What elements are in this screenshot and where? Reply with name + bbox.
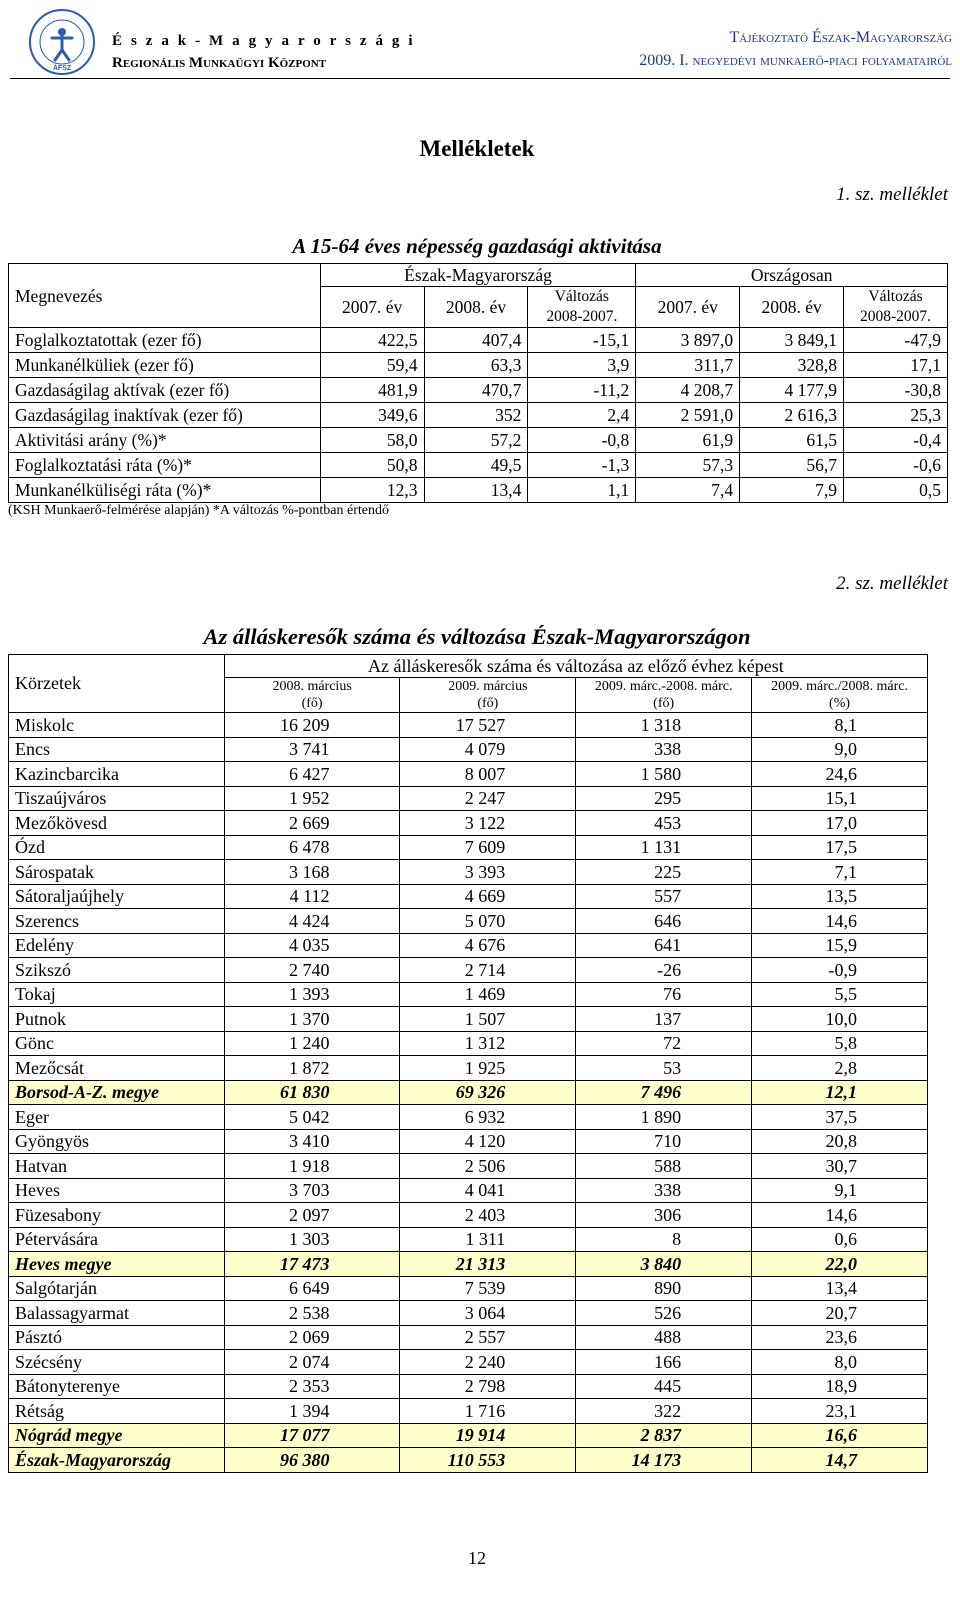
header-unit: (fő)	[477, 696, 499, 711]
table-cell: 557	[576, 884, 752, 909]
table-row	[9, 1105, 928, 1130]
table-cell: 61,5	[740, 428, 844, 453]
table-cell: -15,1	[528, 328, 636, 353]
table-cell: 453	[576, 811, 752, 836]
table-row	[9, 1301, 928, 1326]
table-cell: 4 676	[400, 933, 576, 958]
header-unit: (%)	[829, 696, 851, 711]
table-cell: 61,9	[636, 428, 740, 453]
area-name: Edelény	[9, 933, 225, 958]
table-cell: 23,6	[752, 1325, 928, 1350]
table-cell: 56,7	[740, 453, 844, 478]
table-cell: 61 830	[224, 1080, 400, 1105]
annex-1-label: 1. sz. melléklet	[836, 184, 948, 205]
row-label: Gazdaságilag aktívak (ezer fő)	[9, 378, 321, 403]
table-row	[9, 933, 928, 958]
table-cell: 59,4	[320, 353, 424, 378]
table-row	[9, 403, 948, 428]
table-cell: 2 240	[400, 1350, 576, 1375]
table-cell: 6 932	[400, 1105, 576, 1130]
table-cell: 588	[576, 1154, 752, 1179]
total-row	[9, 1252, 928, 1277]
table-cell: -0,4	[844, 428, 948, 453]
header-region-2007: 2007. év	[320, 287, 424, 328]
table-cell: 6 478	[224, 835, 400, 860]
table-cell: -26	[576, 958, 752, 983]
page-number: 12	[468, 1548, 486, 1568]
table-cell: 4 424	[224, 909, 400, 934]
row-label: Foglalkoztatottak (ezer fő)	[9, 328, 321, 353]
table-cell: 2 740	[224, 958, 400, 983]
table-cell: 37,5	[752, 1105, 928, 1130]
total-row	[9, 1080, 928, 1105]
table-cell: 3 393	[400, 860, 576, 885]
table-row	[9, 1031, 928, 1056]
header-megnevezes: Megnevezés	[9, 264, 321, 328]
table-cell: 2 506	[400, 1154, 576, 1179]
table-row	[9, 1350, 928, 1375]
table-cell: 1 890	[576, 1105, 752, 1130]
table-cell: 21 313	[400, 1252, 576, 1277]
header-divider	[10, 78, 950, 79]
header-unit: (fő)	[653, 696, 675, 711]
table-cell: 1 370	[224, 1007, 400, 1032]
table-row	[9, 1374, 928, 1399]
publication-title	[639, 26, 952, 72]
table-cell: 1 393	[224, 982, 400, 1007]
table-cell: 3 410	[224, 1129, 400, 1154]
table-cell: -1,3	[528, 453, 636, 478]
table-cell: 30,7	[752, 1154, 928, 1179]
table-cell: 14 173	[576, 1448, 752, 1473]
table-cell: 96 380	[224, 1448, 400, 1473]
table-row	[9, 353, 948, 378]
table-cell: 17 077	[224, 1423, 400, 1448]
annex-2-label: 2. sz. melléklet	[836, 573, 948, 594]
table-row	[9, 1178, 928, 1203]
table-row	[9, 1276, 928, 1301]
jobseekers-table-body	[9, 713, 928, 1473]
table-cell: 4 079	[400, 737, 576, 762]
table-cell: 15,9	[752, 933, 928, 958]
table-cell: 12,1	[752, 1080, 928, 1105]
table-cell: 710	[576, 1129, 752, 1154]
area-name: Heves	[9, 1178, 225, 1203]
table-cell: 4 112	[224, 884, 400, 909]
table-cell: 14,6	[752, 909, 928, 934]
change-period: 2008-2007.	[546, 308, 618, 325]
area-name: Eger	[9, 1105, 225, 1130]
area-name: Bátonyterenye	[9, 1374, 225, 1399]
table-row	[9, 1203, 928, 1228]
table-row	[9, 982, 928, 1007]
table-cell: 1 394	[224, 1399, 400, 1424]
table-row	[9, 453, 948, 478]
table-cell: 2 538	[224, 1301, 400, 1326]
table-cell: 24,6	[752, 762, 928, 787]
table-row	[9, 1129, 928, 1154]
table-cell: 5,8	[752, 1031, 928, 1056]
table-row	[9, 1056, 928, 1081]
table-cell: 481,9	[320, 378, 424, 403]
table-cell: 22,0	[752, 1252, 928, 1277]
header-unit: (fő)	[301, 696, 323, 711]
table-row	[9, 478, 948, 503]
row-label: Gazdaságilag inaktívak (ezer fő)	[9, 403, 321, 428]
table-row	[9, 1007, 928, 1032]
table-cell: 2 247	[400, 786, 576, 811]
table-cell: 0,6	[752, 1227, 928, 1252]
table-cell: 6 427	[224, 762, 400, 787]
table-cell: 63,3	[424, 353, 528, 378]
area-name: Hatvan	[9, 1154, 225, 1179]
table-cell: 18,9	[752, 1374, 928, 1399]
table-cell: 3 840	[576, 1252, 752, 1277]
table-cell: -30,8	[844, 378, 948, 403]
header-text: 2008. március	[272, 679, 352, 694]
table-row	[9, 811, 928, 836]
table-cell: 295	[576, 786, 752, 811]
table-cell: 3 703	[224, 1178, 400, 1203]
change-period: 2008-2007.	[859, 308, 932, 325]
area-name: Encs	[9, 737, 225, 762]
table-cell: 1 131	[576, 835, 752, 860]
total-row	[9, 1423, 928, 1448]
table-cell: 1 318	[576, 713, 752, 738]
header-region: Észak-Magyarország	[320, 264, 636, 287]
table-cell: 4 035	[224, 933, 400, 958]
area-name: Tiszaújváros	[9, 786, 225, 811]
table-cell: 1 507	[400, 1007, 576, 1032]
row-label: Munkanélküliek (ezer fő)	[9, 353, 321, 378]
table-cell: 25,3	[844, 403, 948, 428]
table-cell: 2 074	[224, 1350, 400, 1375]
table-cell: 4 120	[400, 1129, 576, 1154]
table-cell: 1 918	[224, 1154, 400, 1179]
table-row	[9, 786, 928, 811]
table-cell: -0,9	[752, 958, 928, 983]
table-cell: 349,6	[320, 403, 424, 428]
area-name: Pétervására	[9, 1227, 225, 1252]
header-text: 2009. március	[448, 679, 528, 694]
table-cell: 16 209	[224, 713, 400, 738]
header-country-2008: 2008. év	[740, 287, 844, 328]
annex-2-title: Az álláskeresők száma és változása Észak-Magyarországon	[203, 624, 751, 649]
area-name: Szécsény	[9, 1350, 225, 1375]
table-cell: 311,7	[636, 353, 740, 378]
table-cell: 422,5	[320, 328, 424, 353]
table-cell: 50,8	[320, 453, 424, 478]
header-2009-march	[400, 678, 576, 713]
table-cell: 8,1	[752, 713, 928, 738]
annex-1-title: A 15-64 éves népesség gazdasági aktivitása	[292, 234, 662, 258]
table-cell: -11,2	[528, 378, 636, 403]
table-cell: 2 837	[576, 1423, 752, 1448]
area-name: Heves megye	[9, 1252, 225, 1277]
area-name: Ózd	[9, 835, 225, 860]
table-cell: 3 064	[400, 1301, 576, 1326]
table-cell: 1 925	[400, 1056, 576, 1081]
table-cell: 225	[576, 860, 752, 885]
organization-name	[112, 30, 415, 74]
table-cell: 5 070	[400, 909, 576, 934]
table-cell: 57,2	[424, 428, 528, 453]
table-cell: 7 539	[400, 1276, 576, 1301]
publication-line-1: Tájékoztató Észak-Magyarország	[729, 29, 952, 46]
table-cell: 9,1	[752, 1178, 928, 1203]
table-cell: 3 122	[400, 811, 576, 836]
table-cell: 58,0	[320, 428, 424, 453]
table-cell: 23,1	[752, 1399, 928, 1424]
table-cell: 488	[576, 1325, 752, 1350]
table-cell: 5 042	[224, 1105, 400, 1130]
table-row	[9, 835, 928, 860]
area-name: Gyöngyös	[9, 1129, 225, 1154]
area-name: Szikszó	[9, 958, 225, 983]
table-cell: 10,0	[752, 1007, 928, 1032]
area-name: Salgótarján	[9, 1276, 225, 1301]
afsz-logo-icon	[28, 8, 96, 76]
table-cell: 0,5	[844, 478, 948, 503]
table-row	[9, 1399, 928, 1424]
table-cell: 14,6	[752, 1203, 928, 1228]
table-cell: 7,4	[636, 478, 740, 503]
table-cell: 7,9	[740, 478, 844, 503]
table-cell: 16,6	[752, 1423, 928, 1448]
table-row	[9, 909, 928, 934]
header-country-change	[844, 287, 948, 328]
table-cell: 1 240	[224, 1031, 400, 1056]
table-cell: 4 669	[400, 884, 576, 909]
table-cell: 49,5	[424, 453, 528, 478]
table-cell: 137	[576, 1007, 752, 1032]
table-cell: 1 716	[400, 1399, 576, 1424]
table-cell: 445	[576, 1374, 752, 1399]
table-cell: 5,5	[752, 982, 928, 1007]
publication-line-2: 2009. I. negyedévi munkaerő-piaci folyamatairól	[639, 52, 952, 69]
area-name: Sátoraljaújhely	[9, 884, 225, 909]
table-cell: 407,4	[424, 328, 528, 353]
table-cell: 9,0	[752, 737, 928, 762]
header-text: 2009. márc.-2008. márc.	[594, 679, 733, 694]
change-label: Változás	[554, 288, 609, 305]
table-cell: 20,8	[752, 1129, 928, 1154]
svg-text:ÁFSZ: ÁFSZ	[52, 65, 72, 72]
table-cell: 6 649	[224, 1276, 400, 1301]
table-cell: 1 872	[224, 1056, 400, 1081]
table-cell: 7 609	[400, 835, 576, 860]
table-cell: 3,9	[528, 353, 636, 378]
change-label: Változás	[868, 288, 923, 305]
header-region-change	[528, 287, 636, 328]
table-cell: 338	[576, 737, 752, 762]
table-cell: 322	[576, 1399, 752, 1424]
table-cell: 1 303	[224, 1227, 400, 1252]
table-cell: 15,1	[752, 786, 928, 811]
table-row	[9, 884, 928, 909]
header-ratio	[752, 678, 928, 713]
area-name: Gönc	[9, 1031, 225, 1056]
table-cell: 470,7	[424, 378, 528, 403]
row-label: Foglalkoztatási ráta (%)*	[9, 453, 321, 478]
table-cell: 3 849,1	[740, 328, 844, 353]
area-name: Kazincbarcika	[9, 762, 225, 787]
table-cell: 1 469	[400, 982, 576, 1007]
table-cell: 7,1	[752, 860, 928, 885]
table-cell: 17,0	[752, 811, 928, 836]
area-name: Észak-Magyarország	[9, 1448, 225, 1473]
table-cell: 13,4	[752, 1276, 928, 1301]
table-cell: 526	[576, 1301, 752, 1326]
table-cell: 14,7	[752, 1448, 928, 1473]
main-title: Mellékletek	[419, 136, 535, 161]
table-cell: 17,5	[752, 835, 928, 860]
area-name: Pásztó	[9, 1325, 225, 1350]
table-cell: 4 208,7	[636, 378, 740, 403]
table-row	[9, 713, 928, 738]
table-cell: 2 669	[224, 811, 400, 836]
jobseekers-table	[8, 654, 928, 1473]
header-text: 2009. márc./2008. márc.	[771, 679, 908, 694]
area-name: Miskolc	[9, 713, 225, 738]
table-cell: 2 097	[224, 1203, 400, 1228]
table-cell: 4 041	[400, 1178, 576, 1203]
row-label: Munkanélküliségi ráta (%)*	[9, 478, 321, 503]
table-cell: 2 069	[224, 1325, 400, 1350]
area-name: Mezőcsát	[9, 1056, 225, 1081]
table-cell: 166	[576, 1350, 752, 1375]
table-cell: 1 312	[400, 1031, 576, 1056]
table-cell: 890	[576, 1276, 752, 1301]
table-cell: 1 311	[400, 1227, 576, 1252]
header-difference	[576, 678, 752, 713]
area-name: Tokaj	[9, 982, 225, 1007]
table-cell: 2,4	[528, 403, 636, 428]
header-group: Az álláskeresők száma és változása az előző évhez képest	[224, 655, 927, 678]
area-name: Putnok	[9, 1007, 225, 1032]
table-cell: 3 897,0	[636, 328, 740, 353]
table-cell: 19 914	[400, 1423, 576, 1448]
table-cell: 1,1	[528, 478, 636, 503]
source-note: (KSH Munkaerő-felmérése alapján) *A változás %-pontban értendő	[8, 503, 389, 518]
area-name: Mezőkövesd	[9, 811, 225, 836]
table-cell: 641	[576, 933, 752, 958]
header-region-2008: 2008. év	[424, 287, 528, 328]
table-cell: 20,7	[752, 1301, 928, 1326]
table-cell: 17 527	[400, 713, 576, 738]
table-cell: 110 553	[400, 1448, 576, 1473]
table-row	[9, 1227, 928, 1252]
header-country-2007: 2007. év	[636, 287, 740, 328]
table-row	[9, 428, 948, 453]
table-cell: 57,3	[636, 453, 740, 478]
table-row	[9, 1154, 928, 1179]
table-cell: -0,6	[844, 453, 948, 478]
org-line-1: É s z a k - M a g y a r o r s z á g i	[112, 33, 416, 49]
table-cell: 8 007	[400, 762, 576, 787]
row-label: Aktivitási arány (%)*	[9, 428, 321, 453]
area-name: Borsod-A-Z. megye	[9, 1080, 225, 1105]
table-cell: 12,3	[320, 478, 424, 503]
table-cell: 69 326	[400, 1080, 576, 1105]
table-cell: 4 177,9	[740, 378, 844, 403]
total-row	[9, 1448, 928, 1473]
table-row	[9, 378, 948, 403]
table-row	[9, 737, 928, 762]
table-cell: 8,0	[752, 1350, 928, 1375]
area-name: Rétság	[9, 1399, 225, 1424]
header-2008-march	[224, 678, 400, 713]
header-korzetek: Körzetek	[9, 655, 225, 713]
table-cell: -47,9	[844, 328, 948, 353]
table-cell: 17 473	[224, 1252, 400, 1277]
table-cell: 7 496	[576, 1080, 752, 1105]
table-cell: 17,1	[844, 353, 948, 378]
table-cell: 2,8	[752, 1056, 928, 1081]
table-cell: 2 714	[400, 958, 576, 983]
table-cell: 646	[576, 909, 752, 934]
area-name: Szerencs	[9, 909, 225, 934]
table-cell: 328,8	[740, 353, 844, 378]
table-cell: 3 741	[224, 737, 400, 762]
table-cell: 2 353	[224, 1374, 400, 1399]
activity-table	[8, 263, 948, 503]
area-name: Nógrád megye	[9, 1423, 225, 1448]
table-cell: 2 591,0	[636, 403, 740, 428]
table-row	[9, 958, 928, 983]
page-header	[0, 0, 960, 78]
table-row	[9, 860, 928, 885]
area-name: Füzesabony	[9, 1203, 225, 1228]
activity-table-body	[9, 328, 948, 503]
table-cell: 72	[576, 1031, 752, 1056]
org-line-2: Regionális Munkaügyi Központ	[112, 55, 327, 71]
table-cell: 3 168	[224, 860, 400, 885]
table-cell: 76	[576, 982, 752, 1007]
table-cell: 8	[576, 1227, 752, 1252]
area-name: Sárospatak	[9, 860, 225, 885]
table-cell: -0,8	[528, 428, 636, 453]
table-cell: 13,4	[424, 478, 528, 503]
area-name: Balassagyarmat	[9, 1301, 225, 1326]
table-cell: 53	[576, 1056, 752, 1081]
table-row	[9, 1325, 928, 1350]
table-cell: 2 616,3	[740, 403, 844, 428]
table-cell: 13,5	[752, 884, 928, 909]
table-row	[9, 328, 948, 353]
table-row	[9, 762, 928, 787]
table-cell: 1 580	[576, 762, 752, 787]
header-country: Országosan	[636, 264, 948, 287]
table-cell: 2 798	[400, 1374, 576, 1399]
table-cell: 338	[576, 1178, 752, 1203]
table-cell: 1 952	[224, 786, 400, 811]
table-cell: 2 403	[400, 1203, 576, 1228]
table-cell: 306	[576, 1203, 752, 1228]
table-cell: 352	[424, 403, 528, 428]
table-cell: 2 557	[400, 1325, 576, 1350]
